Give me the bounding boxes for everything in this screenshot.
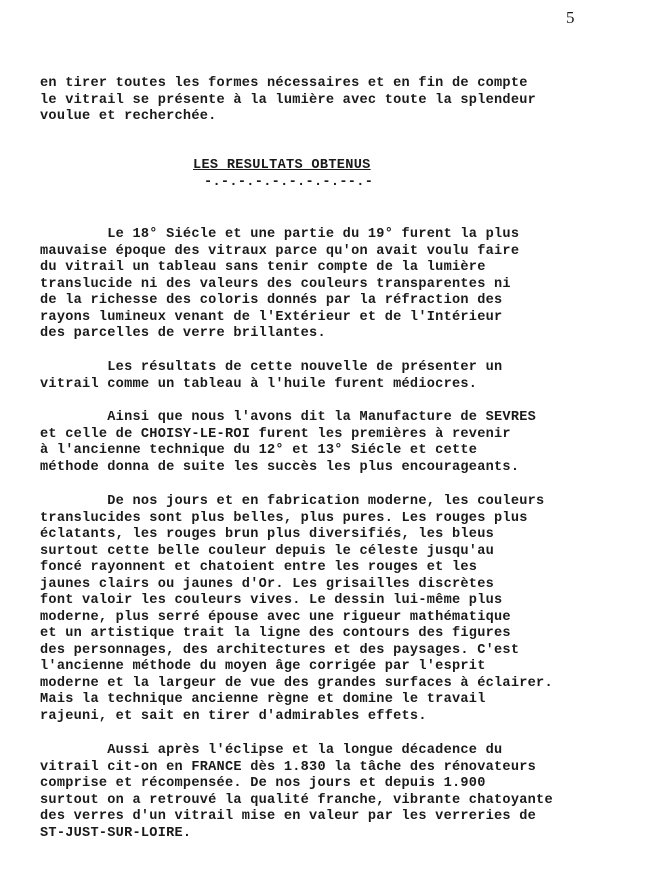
text-line: du vitrail un tableau sans tenir compte de la lumière — [40, 260, 486, 275]
text-line: comprise et récompensée. De nos jours et depuis 1.900 — [40, 776, 486, 791]
text-line: Le 18° Siécle et une partie du 19° furent la plus — [40, 227, 520, 242]
text-line: des parcelles de verre brillantes. — [40, 326, 326, 341]
text-line: l'ancienne méthode du moyen âge corrigée par l'esprit — [40, 659, 486, 674]
text-line: vitrail cit-on en FRANCE dès 1.830 la tâche des rénovateurs — [40, 759, 537, 775]
text-line: Les résultats de cette nouvelle de présenter un — [40, 360, 503, 375]
paragraph-2 — [40, 360, 650, 393]
intro-paragraph — [40, 76, 650, 126]
paragraph-4 — [40, 494, 650, 725]
text-line: foncé rayonnent et chatoient entre les rouges et les — [40, 560, 478, 575]
text-line: vitrail comme un tableau à l'huile furent médiocres. — [40, 376, 478, 392]
text-line: éclatants, les rouges brun plus diversifiés, les bleus — [40, 527, 495, 542]
paragraph-1 — [40, 227, 650, 343]
text-line: Ainsi que nous l'avons dit la Manufacture de SEVRES — [40, 410, 537, 425]
text-line: translucides sont plus belles, plus pures. Les rouges plus — [40, 510, 528, 526]
text-line: translucide ni des valeurs des couleurs transparentes ni — [40, 276, 511, 292]
text-line: des personnages, des architectures et des paysages. C'est — [40, 642, 520, 658]
text-line: à l'ancienne technique du 12° et 13° Siécle et cette — [40, 443, 478, 458]
section-title-rule: -.-.-.-.-.-.-.-.--.- — [204, 175, 374, 190]
text-line: De nos jours et en fabrication moderne, les couleurs — [40, 494, 545, 509]
paragraph-3 — [40, 410, 650, 476]
text-line: voulue et recherchée. — [40, 109, 217, 124]
text-line: le vitrail se présente à la lumière avec toute la splendeur — [40, 92, 537, 108]
text-line: mauvaise époque des vitraux parce qu'on avait voulu faire — [40, 243, 520, 259]
text-line: surtout on a retrouvé la qualité franche, vibrante chatoyante — [40, 792, 553, 808]
text-line: moderne, plus serré épouse avec une rigueur mathématique — [40, 609, 511, 625]
text-line: des verres d'un vitrail mise en valeur par les verreries de — [40, 809, 537, 824]
text-line: font valoir les couleurs vives. Le dessin lui-même plus — [40, 593, 503, 608]
text-line: moderne et la largeur de vue des grandes surfaces à éclairer. — [40, 675, 553, 691]
text-line: rayons lumineux venant de l'Extérieur et de l'Intérieur — [40, 309, 503, 325]
text-line: ST-JUST-SUR-LOIRE. — [40, 825, 192, 841]
text-line: Aussi après l'éclipse et la longue décadence du — [40, 743, 503, 758]
text-line: en tirer toutes les formes nécessaires et en fin de compte — [40, 76, 528, 91]
text-line: méthode donna de suite les succès les plus encourageants. — [40, 459, 520, 475]
text-line: et celle de CHOISY-LE-ROI furent les premières à revenir — [40, 426, 511, 442]
text-line: Mais la technique ancienne règne et domine le travail — [40, 692, 486, 707]
text-line: et un artistique trait la ligne des contours des figures — [40, 626, 511, 641]
paragraph-5 — [40, 743, 650, 842]
text-line: de la richesse des coloris donnés par la réfraction des — [40, 293, 503, 308]
text-line: rajeuni, et sait en tirer d'admirables effets. — [40, 708, 427, 724]
section-title: LES RESULTATS OBTENUS — [193, 158, 371, 173]
text-line: surtout cette belle couleur depuis le céleste jusqu'au — [40, 543, 495, 559]
page-number: 5 — [566, 8, 575, 27]
text-line: jaunes clairs ou jaunes d'Or. Les grisailles discrètes — [40, 576, 495, 592]
